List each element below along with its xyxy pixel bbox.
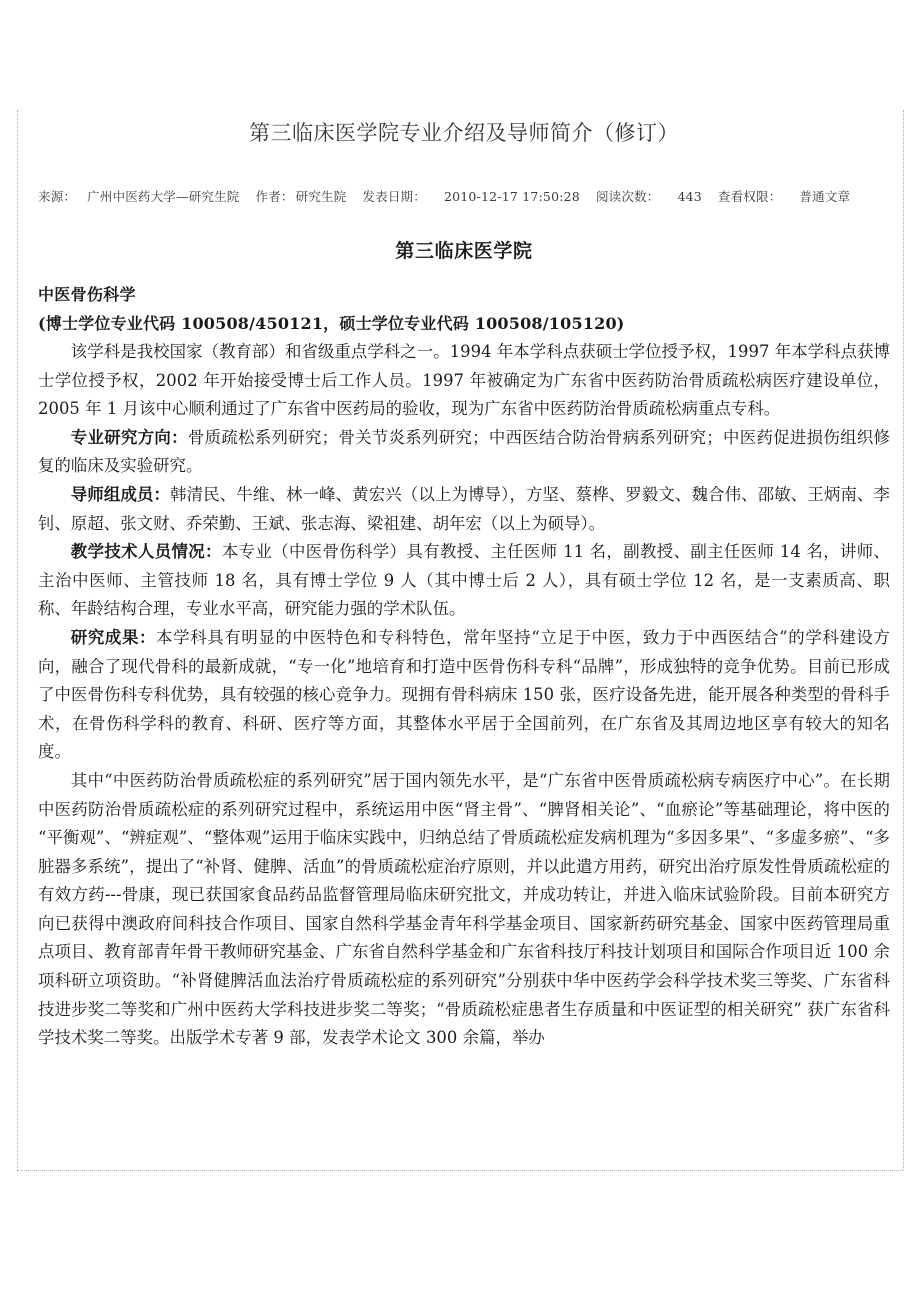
metadata-views-value: 443	[677, 189, 702, 204]
text-boundary-bottom-mark	[17, 1170, 903, 1171]
degree-program-codes: (博士学位专业代码 100508/450121，硕士学位专业代码 100508/105120)	[38, 314, 625, 333]
discipline-name: 中医骨伤科学	[38, 285, 136, 304]
metadata-permission-value: 普通文章	[799, 189, 851, 204]
research-directions-text: 骨质疏松系列研究；骨关节炎系列研究；中西医结合防治骨病系列研究；中医药促进损伤组织修复的临床及实验研究。	[38, 427, 890, 476]
osteoporosis-research-text: 其中“中医药防治骨质疏松症的系列研究”居于国内领先水平，是“广东省中医骨质疏松病专病医疗中心”。在长期中医药防治骨质疏松症的系列研究过程中，系统运用中医“肾主骨”、“脾肾相关论”、“血瘀论”等基础理论，将中医的“平衡观”、“辨症观”、“整体观”运用于临床实践中，归纳总结了骨质疏松症发病机理为“多因多果”、“多虚多瘀”、“多脏器多系统”，提出了“补肾、健脾、活血”的骨质疏松症治疗原则，并以此遣方用药，研究出治疗原发性骨质疏松症的有效方药---骨康，现已获国家食品药品监督管理局临床研究批文，并成功转让，并进入临床试验阶段。目前本研究方向已获得中澳政府间科技合作项目、国家自然科学基金青年科学基金项目、国家新药研究基金、国家中医药管理局重点项目、教育部青年骨干教师研究基金、广东省自然科学基金和广东省科技厅科技计划项目和国际合作项目近 100 余项科研立项资助。“补肾健脾活血法治疗骨质疏松症的系列研究”分别获中华中医药学会科学技术奖三等奖、广东省科技进步奖二等奖和广州中医药大学科技进步奖二等奖；“骨质疏松症患者生存质量和中医证型的相关研究” 获广东省科学技术奖二等奖。出版学术专著 9 部，发表学术论文 300 余篇，举办	[38, 770, 890, 1048]
metadata-date-label: 发表日期：	[362, 189, 426, 204]
document-content	[38, 118, 890, 1053]
paragraph-osteoporosis-research	[38, 767, 890, 1053]
advisors-text: 韩清民、牛维、林一峰、黄宏兴（以上为博导），方坚、蔡桦、罗毅文、魏合伟、邵敏、王炳南、李钊、原超、张文财、乔荣勤、王斌、张志海、梁祖建、胡年宏（以上为硕导）。	[38, 484, 890, 533]
section-heading-college: 第三临床医学院	[395, 240, 533, 262]
metadata-source-label: 来源：	[38, 189, 77, 204]
research-directions-label: 专业研究方向：	[70, 427, 188, 447]
metadata-source-value: 广州中医药大学—研究生院	[87, 189, 240, 204]
paragraph-overview	[38, 338, 890, 424]
metadata-author-value: 研究生院	[295, 189, 347, 204]
teaching-staff-text: 本专业（中医骨伤科学）具有教授、主任医师 11 名，副教授、副主任医师 14 名，讲师、主治中医师、主管技师 18 名，具有博士学位 9 人（其中博士后 2 人），具有硕士学位 12 名，是一支素质高、职称、年龄结构合理，专业水平高，研究能力强的学术队伍。	[38, 542, 890, 619]
text-boundary-left-mark	[17, 110, 18, 1170]
metadata-date-value: 2010-12-17 17:50:28	[443, 189, 580, 204]
metadata-permission-label: 查看权限：	[717, 189, 782, 204]
paragraph-overview-text: 该学科是我校国家（教育部）和省级重点学科之一。1994 年本学科点获硕士学位授予权，1997 年本学科点获博士学位授予权，2002 年开始接受博士后工作人员。1997 年被确定为广东省中医药防治骨质疏松病医疗建设单位，2005 年 1 月该中心顺利通过了广东省中医药局的验收，现为广东省中医药防治骨质疏松病重点专科。	[38, 342, 890, 419]
metadata-views-label: 阅读次数：	[595, 189, 660, 204]
paragraph-advisors	[38, 481, 890, 538]
article-metadata	[38, 188, 890, 206]
research-achievements-label: 研究成果：	[70, 627, 157, 647]
paragraph-research-achievements	[38, 624, 890, 767]
advisors-label: 导师组成员：	[70, 484, 171, 504]
research-achievements-text: 本学科具有明显的中医特色和专科特色，常年坚持“立足于中医，致力于中西医结合”的学科建设方向，融合了现代骨科的最新成就，“专一化”地培育和打造中医骨伤科专科“品牌”，形成独特的竞争优势。目前已形成了中医骨伤科专科优势，具有较强的核心竞争力。现拥有骨科病床 150 张，医疗设备先进，能开展各种类型的骨科手术，在骨伤科学科的教育、科研、医疗等方面，其整体水平居于全国前列，在广东省及其周边地区享有较大的知名度。	[38, 627, 890, 762]
metadata-author-label: 作者：	[255, 189, 294, 204]
text-boundary-right-mark	[903, 110, 904, 1170]
paragraph-teaching-staff	[38, 538, 890, 624]
teaching-staff-label: 教学技术人员情况：	[70, 542, 222, 562]
page-title: 第三临床医学院专业介绍及导师简介（修订）	[249, 121, 679, 145]
paragraph-research-directions	[38, 424, 890, 481]
